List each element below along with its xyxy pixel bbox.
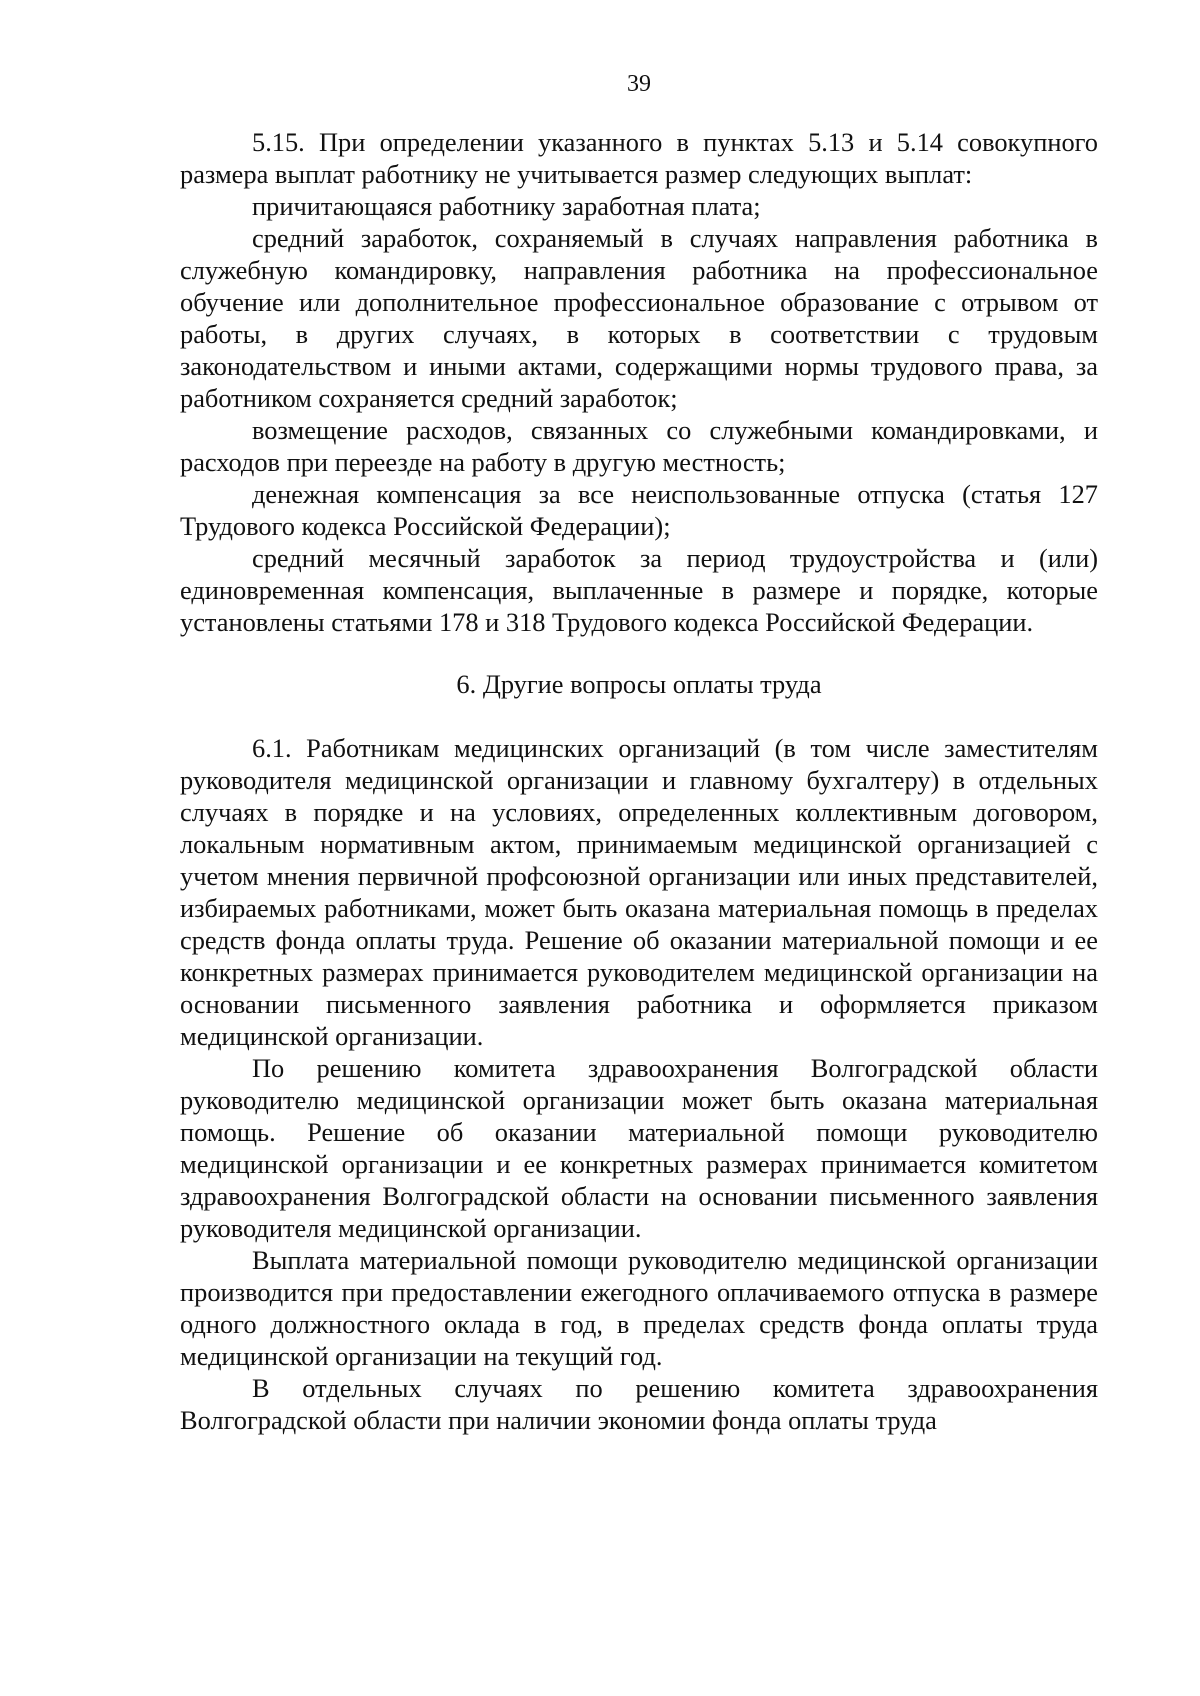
list-item-expenses-reimbursement: возмещение расходов, связанных со служебными командировками, и расходов при переезде на работу в другую местность; [180, 415, 1098, 477]
paragraph-payment-to-head: Выплата материальной помощи руководителю медицинской организации производится при предоставлении ежегодного оплачиваемого отпуска в размере одного должностного оклада в год, в пределах средств фонда оплаты труда медицинской организации на текущий год. [180, 1245, 1098, 1371]
paragraph-individual-cases: В отдельных случаях по решению комитета здравоохранения Волгоградской области при наличии экономии фонда оплаты труда [180, 1373, 1098, 1435]
list-item-employment-period-earnings: средний месячный заработок за период трудоустройства и (или) единовременная компенсация, выплаченные в размере и порядке, которые установлены статьями 178 и 318 Трудового кодекса Российской Федерации. [180, 543, 1098, 637]
page-number: 39 [627, 71, 651, 97]
paragraph-6-1: 6.1. Работникам медицинских организаций (в том числе заместителям руководителя медицинской организации и главному бухгалтеру) в отдельных случаях в порядке и на условиях, определенных коллективным договором, локальным нормативным актом, принимаемым медицинской организацией с учетом мнения первичной профсоюзной организации или иных представителей, избираемых работниками, может быть оказана материальная помощь в пределах средств фонда оплаты труда. Решение об оказании материальной помощи и ее конкретных размерах принимается руководителем медицинской организации на основании письменного заявления работника и оформляется приказом медицинской организации. [180, 733, 1098, 1051]
list-item-vacation-compensation: денежная компенсация за все неиспользованные отпуска (статья 127 Трудового кодекса Российской Федерации); [180, 479, 1098, 541]
document-body [180, 126, 1098, 1436]
section-6-heading: 6. Другие вопросы оплаты труда [456, 669, 822, 699]
paragraph-5-15-intro: 5.15. При определении указанного в пунктах 5.13 и 5.14 совокупного размера выплат работнику не учитывается размер следующих выплат: [180, 127, 1098, 189]
list-item-average-earnings: средний заработок, сохраняемый в случаях направления работника в служебную командировку, направления работника на профессиональное обучение или дополнительное профессиональное образование с отрывом от работы, в других случаях, в которых в соответствии с трудовым законодательством и иными актами, содержащими нормы трудового права, за работником сохраняется средний заработок; [180, 223, 1098, 413]
paragraph-committee-decision: По решению комитета здравоохранения Волгоградской области руководителю медицинской организации может быть оказана материальная помощь. Решение об оказании материальной помощи руководителю медицинской организации и ее конкретных размерах принимается комитетом здравоохранения Волгоградской области на основании письменного заявления руководителя медицинской организации. [180, 1053, 1098, 1243]
list-item-salary: причитающаяся работнику заработная плата; [252, 191, 761, 221]
